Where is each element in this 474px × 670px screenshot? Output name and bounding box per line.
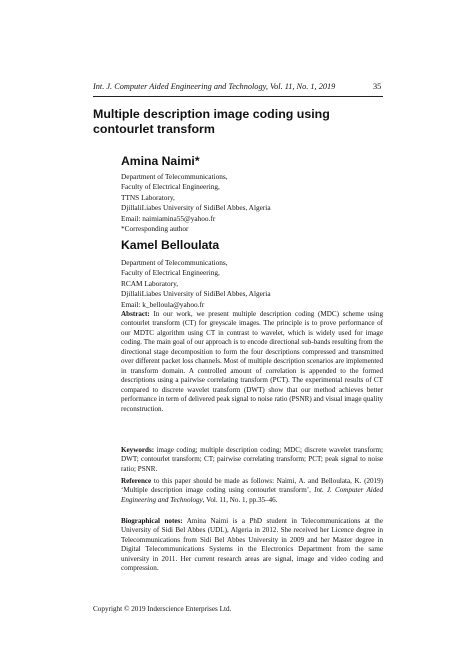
copyright-footer: Copyright © 2019 Inderscience Enterprises Ltd. xyxy=(93,605,232,613)
author-affiliation-1 xyxy=(121,172,383,234)
affiliation-line: RCAM Laboratory, xyxy=(121,278,179,288)
reference-journal: Int. J. Computer Aided Engineering and Technology xyxy=(121,486,383,504)
keywords-text: image coding; multiple description coding; MDC; discrete wavelet transform; DWT; contourlet transform; CT; pairwise correlating transform; PCT; peak signal to noise ratio; PSNR. xyxy=(121,446,383,473)
affiliation-line: Faculty of Electrical Engineering, xyxy=(121,182,220,192)
paper-title: Multiple description image coding using contourlet transform xyxy=(93,107,330,136)
keywords xyxy=(121,446,383,474)
affiliation-line: Department of Telecommunications, xyxy=(121,172,228,181)
author-email-1: Email: naimiamina55@yahoo.fr xyxy=(121,213,216,223)
reference-volume: , Vol. 11, No. 1, pp.35–46. xyxy=(202,495,278,504)
biographical-notes xyxy=(121,517,383,574)
bio-text: Amina Naimi is a PhD student in Telecommunications at the University of Sidi Bel Abbes (UDL), Algeria in 2012. She received her Licence degree in Telecommunications from Sidi Bel Abbes University in 2009 and her Master degree in Digital Telecommunications Systems in the Electronics Department from the same university in 2011. Her current research areas are signal, image and video coding and compression. xyxy=(121,517,384,573)
bio-label: Biographical notes: xyxy=(121,517,183,525)
abstract xyxy=(121,310,383,414)
author-name-2: Kamel Belloulata xyxy=(121,238,220,252)
author-affiliation-2 xyxy=(121,258,383,310)
header-rule xyxy=(93,96,383,97)
keywords-label: Keywords: xyxy=(121,446,155,454)
affiliation-line: TTNS Laboratory, xyxy=(121,192,175,202)
reference-text: to this paper should be made as follows: Naimi, A. and Belloulata, K. (2019) ‘Multiple description image coding using contourlet transform’, xyxy=(121,477,383,495)
abstract-label: Abstract: xyxy=(121,310,150,318)
affiliation-line: DjillaliLiabes University of SidiBel Abbes, Algeria xyxy=(121,203,271,213)
reference xyxy=(121,477,383,505)
corresponding-note: *Corresponding author xyxy=(121,224,189,234)
affiliation-line: DjillaliLiabes University of SidiBel Abbes, Algeria xyxy=(121,289,271,299)
affiliation-line: Faculty of Electrical Engineering, xyxy=(121,268,220,278)
author-name-1: Amina Naimi* xyxy=(121,154,200,168)
journal-header: Int. J. Computer Aided Engineering and Technology, Vol. 11, No. 1, 2019 xyxy=(93,82,336,91)
affiliation-line: Department of Telecommunications, xyxy=(121,258,228,267)
reference-label: Reference xyxy=(121,477,152,485)
page-number: 35 xyxy=(373,82,382,91)
abstract-text: In our work, we present multiple description coding (MDC) scheme using contourlet transform (CT) for greyscale images. The principle is to prove performance of our MDTC algorithm using CT in contrast to wavelet, which is widely used for image coding. The main goal of our approach is to encode directional sub-bands resulting from the directional stage decomposition to form the four descriptions compressed and transmitted over different packet loss channels. Most of multiple description scenarios are implemented in transform domain. A controlled amount of correlation is appended to the formed descriptions using a pairwise correlating transform (PCT). The experimental results of CT compared to discrete wavelet transform (DWT) show that our method achieves better performance in term of delivered peak signal to noise ratio (PSNR) and visual image quality reconstruction. xyxy=(121,310,384,413)
author-email-2: Email: k_belloula@yahoo.fr xyxy=(121,299,205,309)
